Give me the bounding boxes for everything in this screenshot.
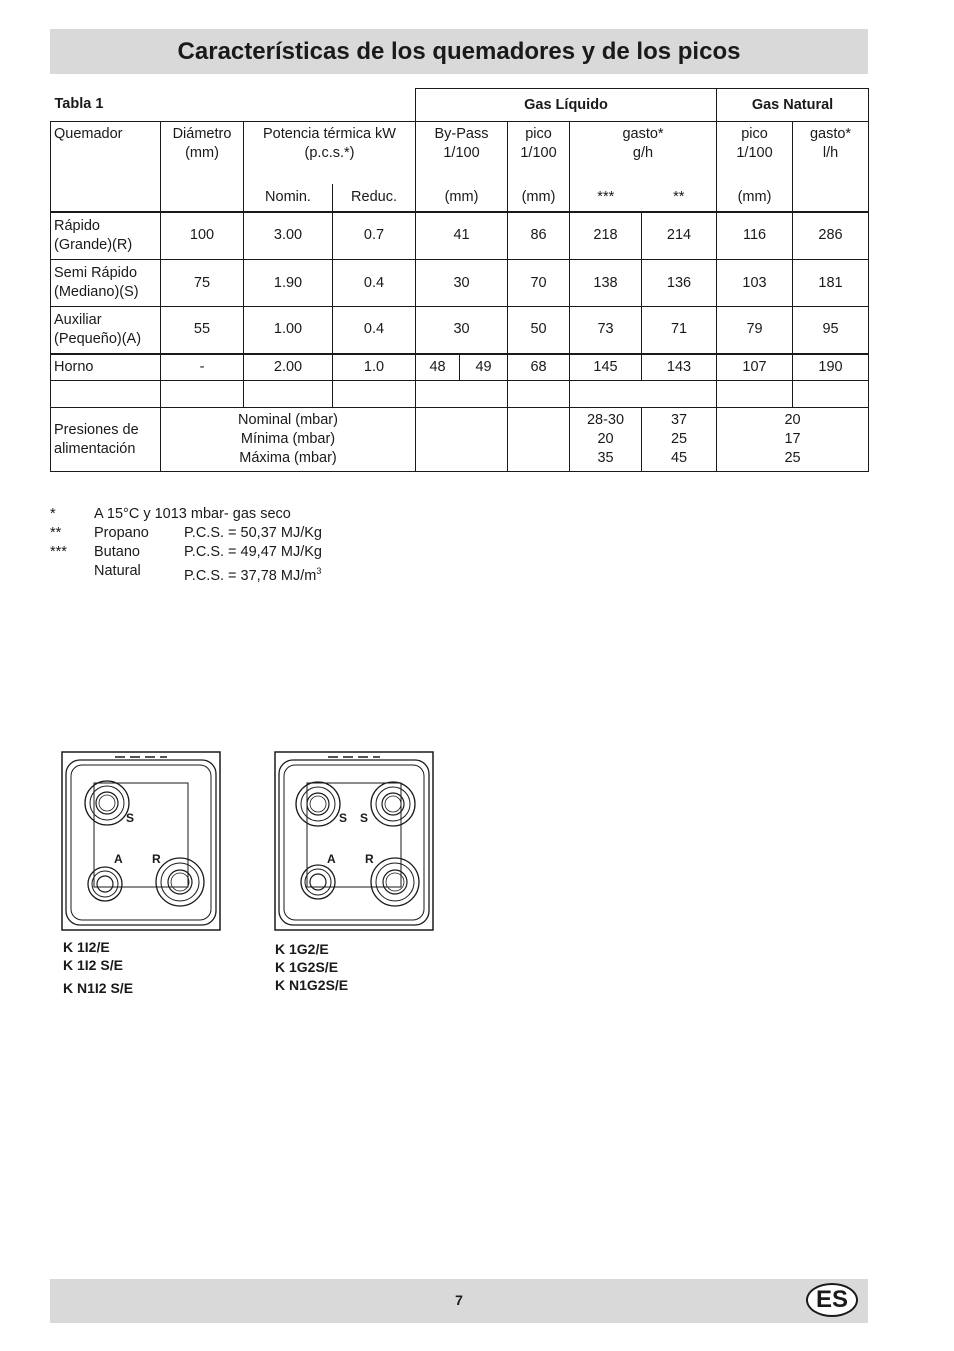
burner-name: Horno: [51, 354, 161, 381]
header-bypass: By-Pass 1/100: [416, 122, 508, 184]
pressure-bypass-blank: [416, 408, 508, 472]
header-propano-mark: **: [642, 184, 717, 212]
cell-nomin: 2.00: [244, 354, 333, 381]
svg-text:S: S: [339, 811, 348, 825]
cell-pico-natural: 79: [717, 307, 793, 354]
pressure-propano: 37 25 45: [642, 408, 717, 472]
burner-name: Auxiliar (Pequeño)(A): [51, 307, 161, 354]
cell-gasto-propano: 136: [642, 260, 717, 307]
pressure-butano: 28-30 20 35: [570, 408, 642, 472]
svg-text:R: R: [152, 852, 161, 866]
cell-diameter: 55: [161, 307, 244, 354]
header-butano-mark: ***: [570, 184, 642, 212]
header-potencia: Potencia térmica kW (p.c.s.*): [244, 122, 416, 184]
burner-r-icon: [156, 858, 204, 906]
pressure-pico-blank: [508, 408, 570, 472]
table-row: [51, 307, 869, 354]
cell-reduc: 1.0: [333, 354, 416, 381]
group-gas-liquido: Gas Líquido: [416, 89, 717, 122]
cell-bypass: 30: [416, 307, 508, 354]
header-diametro: Diámetro (mm): [161, 122, 244, 184]
cell-gasto-propano: 214: [642, 212, 717, 260]
svg-text:R: R: [365, 852, 374, 866]
cell-pico-natural: 116: [717, 212, 793, 260]
pressure-label: Presiones de alimentación: [51, 408, 161, 472]
svg-text:A: A: [114, 852, 123, 866]
burner-s-icon: [85, 781, 129, 825]
header-bypass-unit: (mm): [416, 184, 508, 212]
cell-nomin: 1.00: [244, 307, 333, 354]
cell-reduc: 0.4: [333, 307, 416, 354]
cell-gasto-natural: 286: [793, 212, 869, 260]
svg-text:A: A: [327, 852, 336, 866]
cell-pico-liquido: 86: [508, 212, 570, 260]
model-list-2: K 1G2/E K 1G2S/E K N1G2S/E: [275, 941, 349, 993]
header-pico-liquido: pico 1/100: [508, 122, 570, 184]
cell-pico-liquido: 50: [508, 307, 570, 354]
table-row-oven: [51, 354, 869, 381]
svg-text:S: S: [360, 811, 369, 825]
model-list-1: K 1I2/E K 1I2 S/E K N1I2 S/E: [63, 939, 134, 996]
cell-diameter: 75: [161, 260, 244, 307]
cooktop-diagram-2: [274, 751, 436, 933]
cell-pico-liquido: 70: [508, 260, 570, 307]
cell-nomin: 1.90: [244, 260, 333, 307]
cell-pico-natural: 103: [717, 260, 793, 307]
cell-gasto-butano: 138: [570, 260, 642, 307]
cell-diameter: 100: [161, 212, 244, 260]
table-row: [51, 260, 869, 307]
footnote: * A 15°C y 1013 mbar- gas seco: [50, 506, 291, 522]
cell-pico-liquido: 68: [508, 354, 570, 381]
page-title: Características de los quemadores y de los picos: [177, 37, 741, 65]
cell-gasto-natural: 95: [793, 307, 869, 354]
cell-bypass-a: 48: [416, 354, 460, 381]
cell-bypass-b: 49: [460, 354, 508, 381]
cell-gasto-butano: 73: [570, 307, 642, 354]
cell-pico-natural: 107: [717, 354, 793, 381]
footnotes: [50, 505, 322, 586]
pressure-natural: 20 17 25: [717, 408, 869, 472]
header-gasto-natural-blank: [793, 184, 869, 212]
cell-bypass: 41: [416, 212, 508, 260]
cell-gasto-natural: 190: [793, 354, 869, 381]
header-reduc: Reduc.: [333, 184, 416, 212]
footnote: ** Propano P.C.S. = 50,37 MJ/Kg: [50, 525, 322, 541]
cell-gasto-butano: 145: [570, 354, 642, 381]
burner-a-icon: [301, 865, 335, 899]
cell-bypass: 30: [416, 260, 508, 307]
svg-text:S: S: [126, 811, 135, 825]
table-row: [51, 212, 869, 260]
burner-name: Rápido (Grande)(R): [51, 212, 161, 260]
pressure-type-labels: Nominal (mbar) Mínima (mbar) Máxima (mbar): [161, 408, 416, 472]
burner-table: [50, 88, 869, 472]
title-bar: [50, 29, 868, 74]
header-gasto-natural: gasto* l/h: [793, 122, 869, 184]
table-row-pressure: [51, 408, 869, 472]
header-quemador: Quemador: [51, 122, 161, 212]
footnote: *** Butano P.C.S. = 49,47 MJ/Kg: [50, 544, 322, 560]
cell-gasto-propano: 143: [642, 354, 717, 381]
burner-s-right-icon: [371, 782, 415, 826]
header-gasto-liquido: gasto* g/h: [570, 122, 717, 184]
header-pico-natural: pico 1/100: [717, 122, 793, 184]
footer-bar: [50, 1279, 868, 1323]
language-badge: ES: [806, 1283, 858, 1317]
cell-nomin: 3.00: [244, 212, 333, 260]
page-number: 7: [455, 1292, 463, 1308]
table-row-empty: [51, 381, 869, 408]
group-gas-natural: Gas Natural: [717, 89, 869, 122]
cooktop-diagram-1: [61, 751, 223, 933]
burner-r-icon: [371, 858, 419, 906]
burner-s-left-icon: [296, 782, 340, 826]
header-pico-natural-unit: (mm): [717, 184, 793, 212]
cell-gasto-butano: 218: [570, 212, 642, 260]
table-caption: Tabla 1: [54, 96, 104, 113]
cell-reduc: 0.4: [333, 260, 416, 307]
cell-diameter: -: [161, 354, 244, 381]
burner-name: Semi Rápido (Mediano)(S): [51, 260, 161, 307]
cell-reduc: 0.7: [333, 212, 416, 260]
header-diametro-blank: [161, 184, 244, 212]
burner-a-icon: [88, 867, 122, 901]
header-nomin: Nomin.: [244, 184, 333, 212]
cell-gasto-propano: 71: [642, 307, 717, 354]
header-pico-liquido-unit: (mm): [508, 184, 570, 212]
cell-gasto-natural: 181: [793, 260, 869, 307]
footnote: Natural P.C.S. = 37,78 $MJ/m^3$: [94, 563, 322, 584]
